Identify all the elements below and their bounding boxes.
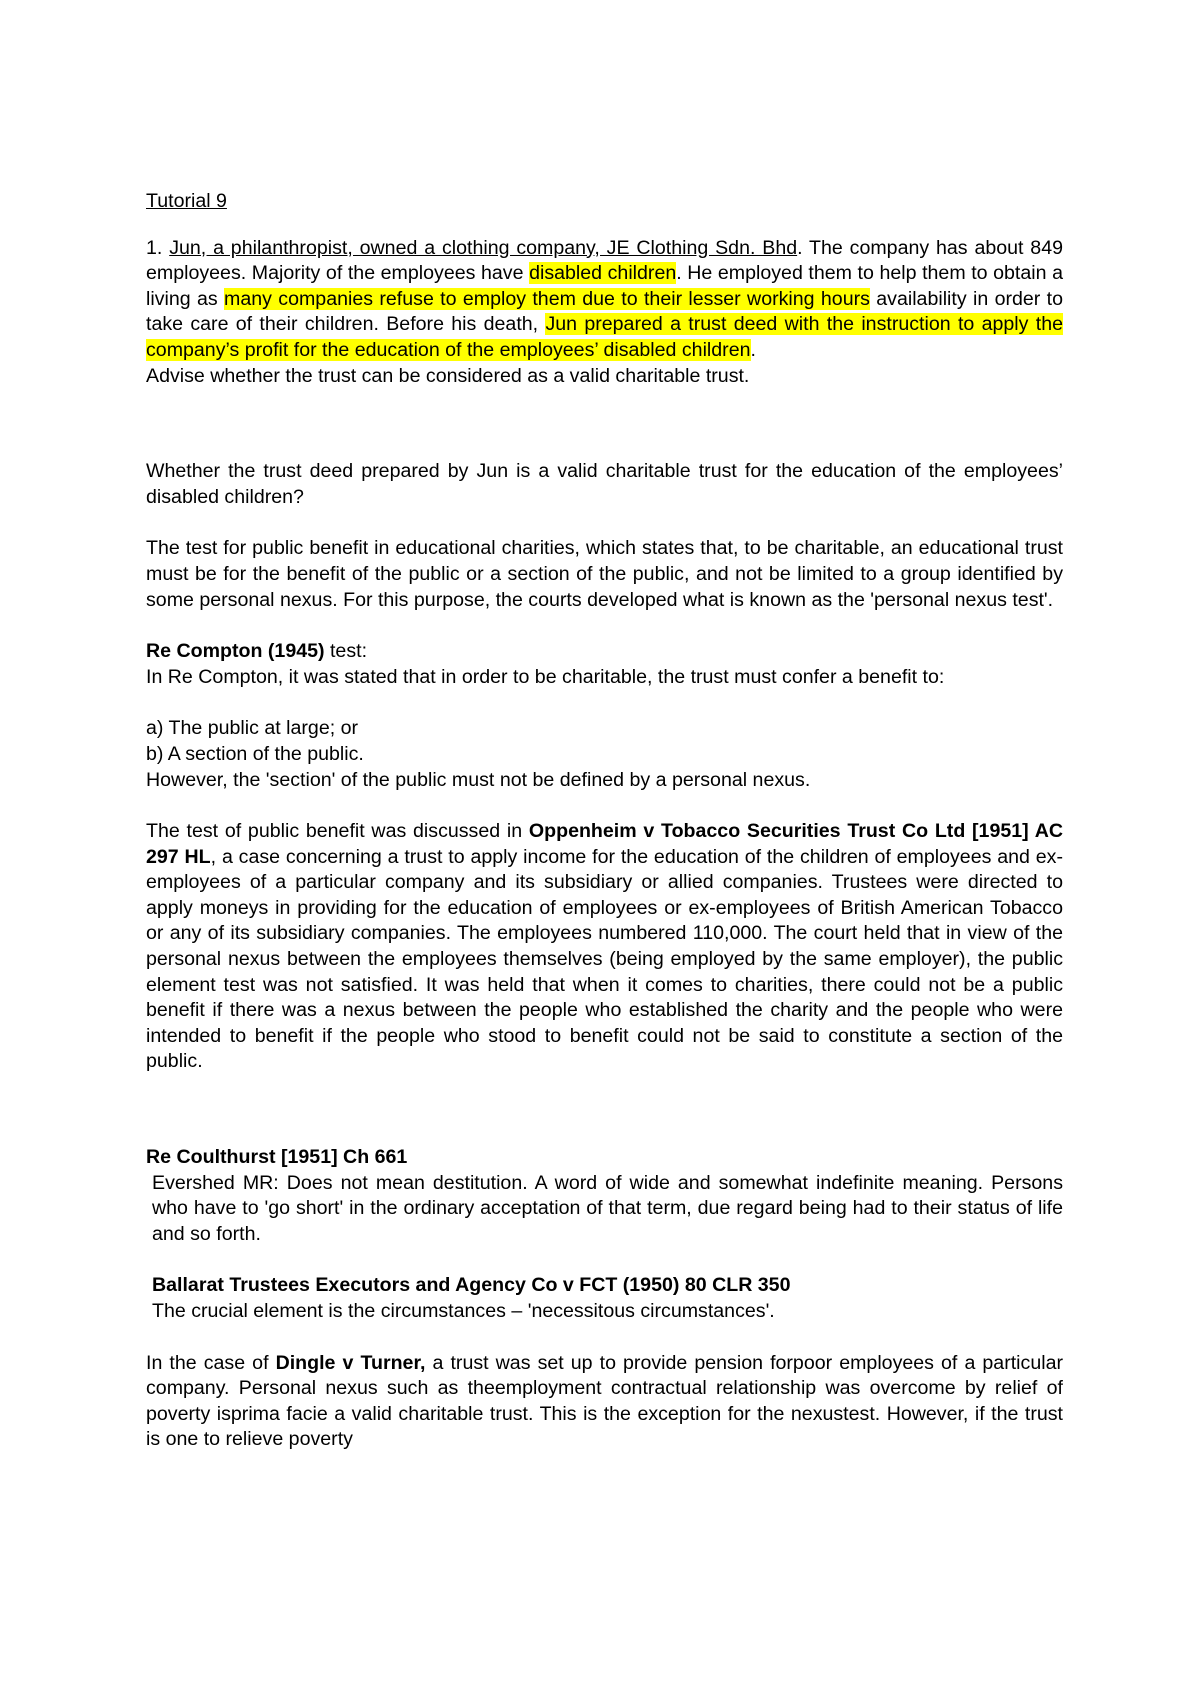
case-name-oppenheim: Oppenheim v Tobacco Securities Trust Co Ltd [1951] AC 297 HL xyxy=(146,820,1063,868)
case-name-compton: Re Compton (1945) xyxy=(146,640,325,663)
question-text-2: . He employed them to help them to obtain a living as xyxy=(146,262,1063,310)
compton-however: However, the 'section' of the public must not be defined by a personal nexus. xyxy=(146,768,811,791)
spacer xyxy=(146,389,1063,459)
compton-heading-suffix: test: xyxy=(324,640,368,663)
highlight-refuse-employ: many companies refuse to employ them due to their lesser working hours xyxy=(224,287,870,310)
spacer xyxy=(146,1325,1063,1351)
question-paragraph xyxy=(146,236,1063,364)
dingle-body: a trust was set up to provide pension forpoor employees of a particular company. Personal nexus such as theemployment contractual relationship was overcome by relief of poverty isprima facie a valid charitable trust. This is the exception for the nexustest. However, if the trust is one to relieve poverty xyxy=(146,1351,1063,1451)
compton-line: In Re Compton, it was stated that in order to be charitable, the trust must confer a benefit to: xyxy=(146,665,945,688)
list-item-a: a) The public at large; or xyxy=(146,717,359,740)
coulthurst-text: Evershed MR: Does not mean destitution. A word of wide and somewhat indefinite meaning. Persons who have to 'go short' in the ordinary acceptation of that term, due regard being had to their status of life and so forth. xyxy=(152,1171,1063,1245)
oppenheim-paragraph xyxy=(146,819,1063,1075)
issue-paragraph: Whether the trust deed prepared by Jun is a valid charitable trust for the education of the employees’ disabled children? xyxy=(146,460,1063,508)
dingle-paragraph xyxy=(146,1351,1063,1453)
spacer xyxy=(146,793,1063,819)
question-text-4: . xyxy=(750,338,756,361)
spacer xyxy=(146,613,1063,639)
highlight-disabled-children: disabled children xyxy=(529,262,677,285)
question-advise: Advise whether the trust can be considered as a valid charitable trust. xyxy=(146,364,750,387)
spacer xyxy=(146,690,1063,716)
oppenheim-intro: The test of public benefit was discussed in xyxy=(146,820,529,843)
oppenheim-body: , a case concerning a trust to apply income for the education of the children of employees and ex-employees of a particular company and its subsidiary or allied companies. Trustees were directed to apply moneys in providing for the education of employees or ex-employees of British American Tobacco or any of its subsidiary companies. The employees numbered 110,000. The court held that in view of the personal nexus between the employees themselves (being employed by the same employer), the public element test was not satisfied. It was held that when it comes to charities, there could not be a public benefit if there was a nexus between the people who established the charity and the people who were intended to benefit if the people who stood to benefit could not be said to constitute a section of the public. xyxy=(146,845,1063,1073)
compton-heading xyxy=(146,639,1063,665)
case-name-dingle: Dingle v Turner, xyxy=(275,1351,426,1374)
list-item-b: b) A section of the public. xyxy=(146,742,364,765)
question-text-1: . The company has about 849 employees. Majority of the employees have xyxy=(146,236,1064,285)
page-title: Tutorial 9 xyxy=(146,190,227,212)
case-name-ballarat: Ballarat Trustees Executors and Agency Co v FCT (1950) 80 CLR 350 xyxy=(152,1274,791,1297)
spacer xyxy=(146,1247,1063,1273)
ballarat-text: The crucial element is the circumstances – 'necessitous circumstances'. xyxy=(152,1300,775,1322)
public-benefit-paragraph: The test for public benefit in educational charities, which states that, to be charitable, an educational trust must be for the benefit of the public or a section of the public, and not be limited to a group identified by some personal nexus. For this purpose, the courts developed what is known as the 'personal nexus test'. xyxy=(146,537,1063,611)
case-name-coulthurst: Re Coulthurst [1951] Ch 661 xyxy=(146,1146,408,1169)
spacer xyxy=(146,1075,1063,1145)
question-number: 1. xyxy=(146,236,170,259)
spacer xyxy=(146,510,1063,536)
document-content xyxy=(146,189,1063,1453)
dingle-intro: In the case of xyxy=(146,1351,276,1374)
question-intro: Jun, a philanthropist, owned a clothing company, JE Clothing Sdn. Bhd xyxy=(169,236,798,259)
question-text-3: availability in order to take care of their children. Before his death, xyxy=(146,287,1064,336)
highlight-trust-deed: Jun prepared a trust deed with the instruction to apply the company’s profit for the education of the employees’ disabled children xyxy=(146,313,1063,361)
